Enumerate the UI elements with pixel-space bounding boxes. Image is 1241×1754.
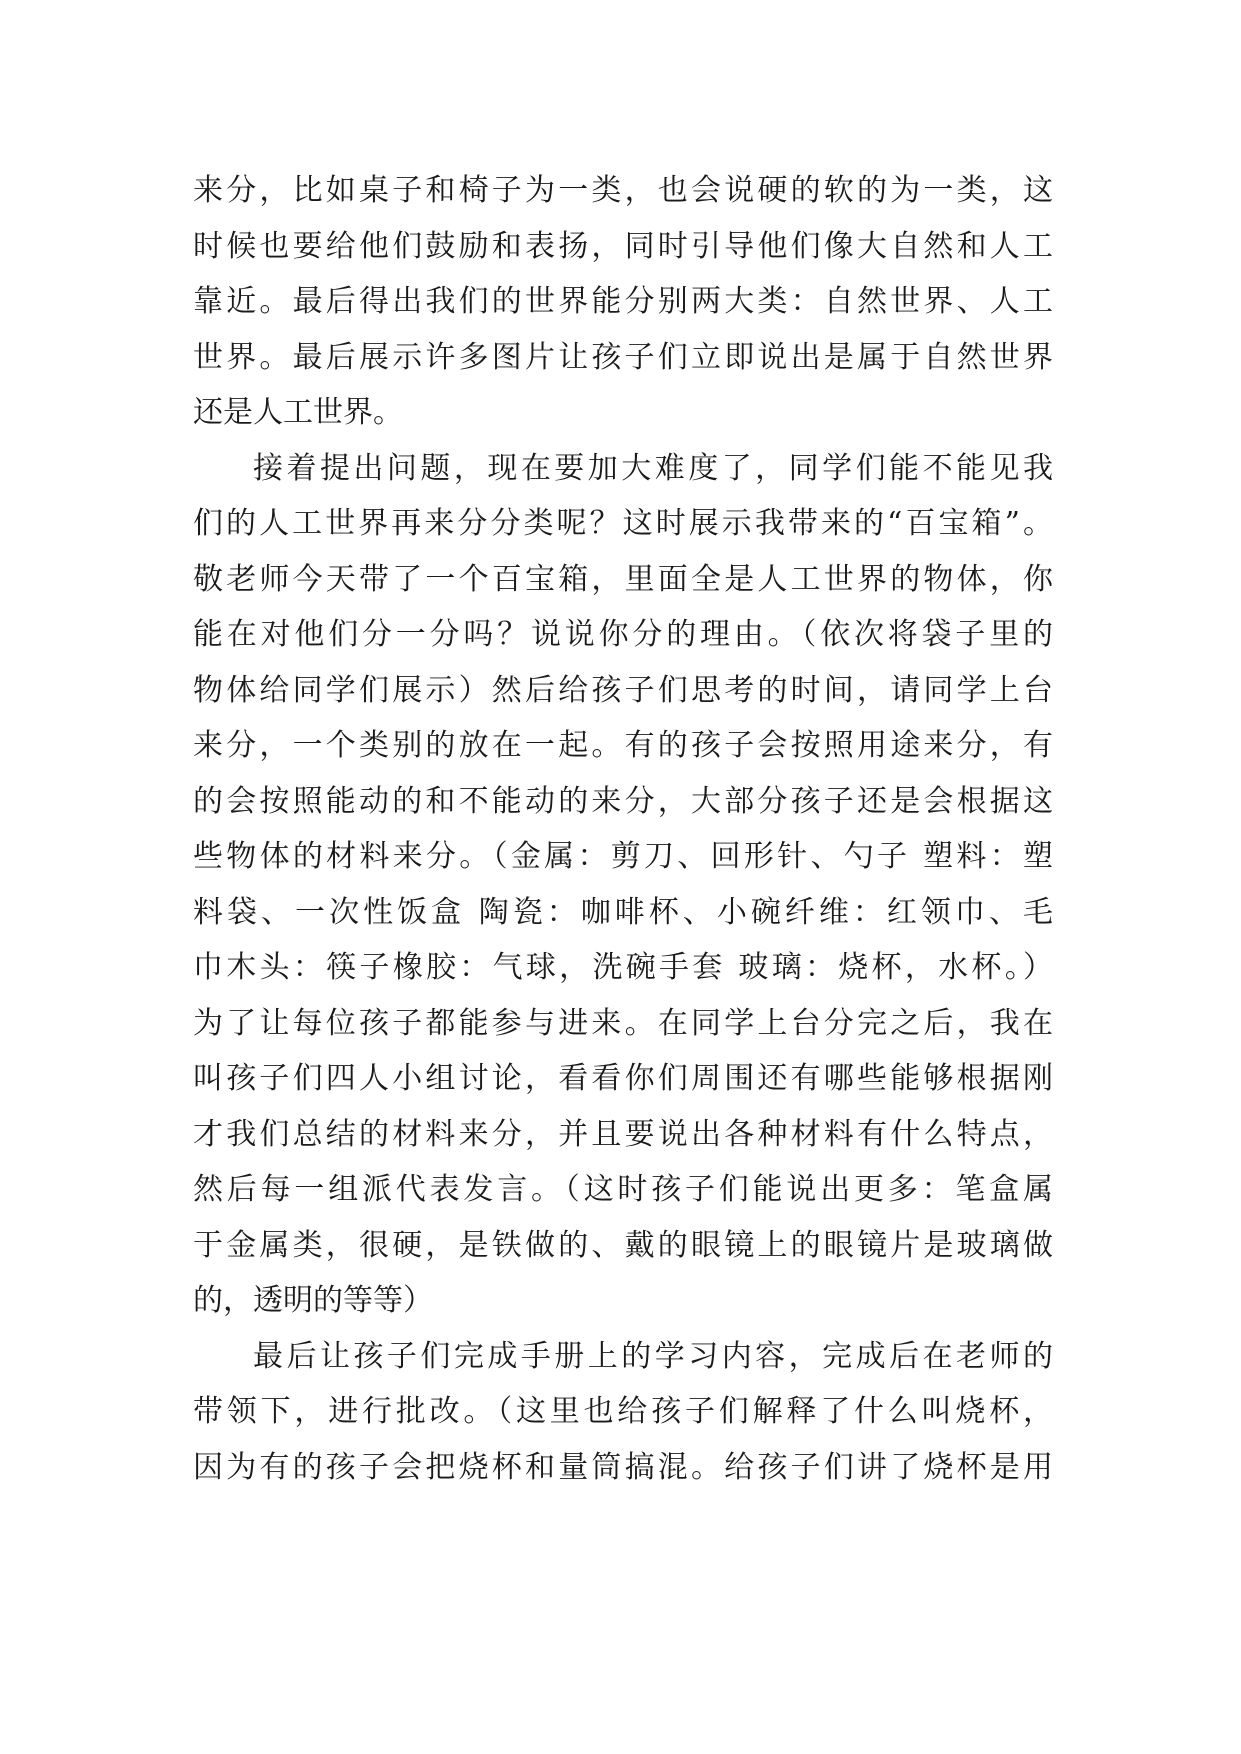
text-line: 们的人工世界再来分分类呢？这时展示我带来的“百宝箱”。: [193, 506, 1053, 541]
text-line: 的会按照能动的和不能动的来分，大部分孩子还是会根据这: [193, 783, 1053, 819]
text-line: 的，透明的等等）: [193, 1283, 433, 1318]
text-line: 于金属类，很硬，是铁做的、戴的眼镜上的眼镜片是玻璃做: [193, 1227, 1053, 1263]
text-line: 还是人工世界。: [193, 395, 403, 430]
text-line: 来分，一个类别的放在一起。有的孩子会按照用途来分，有: [193, 728, 1053, 763]
text-line: 巾木头：筷子橡胶：气球，洗碗手套 玻璃：烧杯，水杯。）: [193, 950, 1053, 985]
text-line: 来分，比如桌子和椅子为一类，也会说硬的软的为一类，这: [193, 173, 1053, 208]
text-line: 才我们总结的材料来分，并且要说出各种材料有什么特点，: [193, 1116, 1053, 1152]
text-line: 物体给同学们展示）然后给孩子们思考的时间，请同学上台: [193, 672, 1053, 708]
text-line: 时候也要给他们鼓励和表扬，同时引导他们像大自然和人工: [193, 228, 1053, 264]
text-line: 叫孩子们四人小组讨论，看看你们周围还有哪些能够根据刚: [193, 1061, 1053, 1096]
text-line: 靠近。最后得出我们的世界能分别两大类：自然世界、人工: [193, 284, 1053, 319]
text-line: 世界。最后展示许多图片让孩子们立即说出是属于自然世界: [193, 339, 1053, 375]
text-line: 因为有的孩子会把烧杯和量筒搞混。给孩子们讲了烧杯是用: [193, 1449, 1053, 1485]
text-line: 最后让孩子们完成手册上的学习内容，完成后在老师的: [253, 1338, 1053, 1374]
text-line: 为了让每位孩子都能参与进来。在同学上台分完之后，我在: [193, 1005, 1053, 1041]
text-line: 料袋、一次性饭盒 陶瓷：咖啡杯、小碗纤维：红领巾、毛: [193, 894, 1053, 930]
text-line: 然后每一组派代表发言。（这时孩子们能说出更多：笔盒属: [193, 1172, 1053, 1207]
text-line: 些物体的材料来分。（金属：剪刀、回形针、勺子 塑料：塑: [193, 839, 1053, 874]
body-text: [193, 163, 1053, 1495]
text-line: 带领下，进行批改。（这里也给孩子们解释了什么叫烧杯，: [193, 1394, 1053, 1429]
text-line: 能在对他们分一分吗？说说你分的理由。（依次将袋子里的: [193, 617, 1053, 652]
text-line: 接着提出问题，现在要加大难度了，同学们能不能见我: [253, 450, 1053, 486]
text-line: 敬老师今天带了一个百宝箱，里面全是人工世界的物体，你: [193, 561, 1053, 597]
